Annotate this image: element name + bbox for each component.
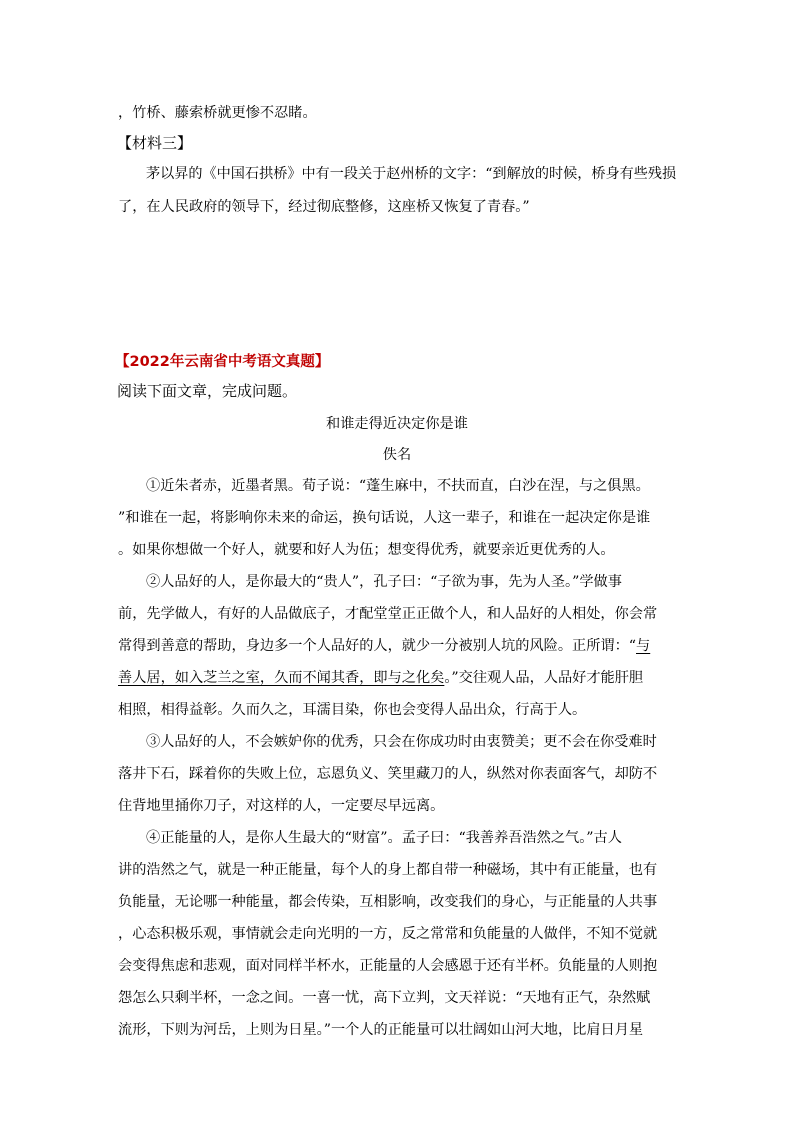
paragraph-text: 前，先学做人，有好的人品做底子，才配堂堂正正做个人，和人品好的人相处，你会常	[118, 606, 658, 622]
paragraph-3-line	[118, 764, 657, 784]
paragraph-text: ②人品好的人，是你最大的“贵人”，孔子曰：“子欲为事，先为人圣。”学做事	[146, 574, 622, 590]
paragraph-text: 负能量，无论哪一种能量，都会传染，互相影响，改变我们的身心，与正能量的人共事	[118, 894, 658, 910]
material2-tail-line	[118, 103, 317, 123]
paragraph-2-line	[118, 668, 643, 688]
paragraph-text: 。”交往观人品，人品好才能肝胆	[444, 670, 644, 686]
paragraph-text: 讲的浩然之气，就是一种正能量，每个人的身上都自带一种磁场，其中有正能量，也有	[118, 862, 658, 878]
article-author	[0, 445, 794, 465]
paragraph-1-line	[118, 540, 615, 560]
material3-line-1	[146, 164, 676, 184]
paragraph-text: ①近朱者赤，近墨者黑。荀子说：“蓬生麻中，不扶而直，白沙在涅，与之俱黑。	[146, 478, 650, 494]
paragraph-2-line	[118, 700, 586, 720]
paragraph-text: 流形，下则为河岳，上则为日星。”一个人的正能量可以壮阔如山河大地，比肩日月星	[118, 1022, 644, 1038]
paragraph-3-line	[146, 732, 657, 752]
paragraph-4-line	[146, 828, 622, 848]
paragraph-2-line	[118, 636, 650, 656]
paragraph-4-line	[118, 860, 657, 880]
material3-text: 了，在人民政府的领导下，经过彻底整修，这座桥又恢复了青春。”	[118, 199, 530, 215]
exam-instruction	[117, 381, 297, 401]
material3-text: 茅以昇的《中国石拱桥》中有一段关于赵州桥的文字：“到解放的时候，桥身有些残损	[146, 166, 677, 182]
exam-instruction-text: 阅读下面文章，完成问题。	[117, 382, 298, 400]
paragraph-text: ”和谁在一起，将影响你未来的命运，换句话说，人这一辈子，和谁在一起决定你是谁	[118, 510, 651, 526]
paragraph-text: 住背地里捅你刀子，对这样的人，一定要尽早远离。	[118, 798, 445, 814]
article-title-text: 和谁走得近决定你是谁	[326, 416, 468, 432]
paragraph-text: ④正能量的人，是你人生最大的“财富”。孟子曰：“我善养吾浩然之气。”古人	[146, 830, 622, 846]
paragraph-1-line	[118, 508, 650, 528]
material2-tail-text: ，竹桥、藤索桥就更惨不忍睹。	[118, 105, 317, 121]
material3-line-2	[118, 197, 530, 217]
paragraph-text: 怨怎么只剩半杯，一念之间。一喜一忧，高下立判，文天祥说：“天地有正气，杂然赋	[118, 990, 651, 1006]
paragraph-3-line	[118, 796, 444, 816]
paragraph-2-line	[146, 572, 622, 592]
exam-source-tag	[115, 352, 329, 372]
paragraph-1-line	[146, 476, 650, 496]
paragraph-2-line	[118, 604, 657, 624]
material3-heading	[117, 133, 192, 153]
paragraph-text: 相照，相得益彰。久而久之，耳濡目染，你也会变得人品出众，行高于人。	[118, 702, 587, 718]
paragraph-text: 落井下石，踩着你的失败上位，忘恩负义、笑里藏刀的人，纵然对你表面客气，却防不	[118, 766, 658, 782]
material3-heading-text: 【材料三】	[117, 134, 193, 152]
paragraph-4-line	[118, 988, 650, 1008]
paragraph-text: ，心态积极乐观，事情就会走向光明的一方，反之常常和负能量的人做伴，不知不觉就	[118, 926, 658, 942]
paragraph-4-line	[118, 892, 657, 912]
article-title	[0, 414, 794, 434]
exam-source-tag-text: 【2022年云南省中考语文真题】	[115, 354, 330, 370]
paragraph-text: ③人品好的人，不会嫉妒你的优秀，只会在你成功时由衷赞美；更不会在你受难时	[146, 734, 657, 750]
paragraph-4-line	[118, 956, 657, 976]
paragraph-4-line	[118, 924, 657, 944]
article-author-text: 佚名	[382, 447, 412, 463]
paragraph-text: 常得到善意的帮助，身边多一个人品好的人，就少一分被别人坑的风险。正所谓：“	[118, 638, 637, 654]
paragraph-text: 会变得焦虑和悲观，面对同样半杯水，正能量的人会感恩于还有半杯。负能量的人则抱	[118, 958, 658, 974]
underlined-quote: 善人居，如入芝兰之室，久而不闻其香，即与之化矣	[118, 670, 445, 686]
paragraph-4-line	[118, 1020, 643, 1040]
underlined-quote: 与	[636, 638, 651, 654]
paragraph-text: 。如果你想做一个好人，就要和好人为伍；想变得优秀，就要亲近更优秀的人。	[118, 542, 615, 558]
